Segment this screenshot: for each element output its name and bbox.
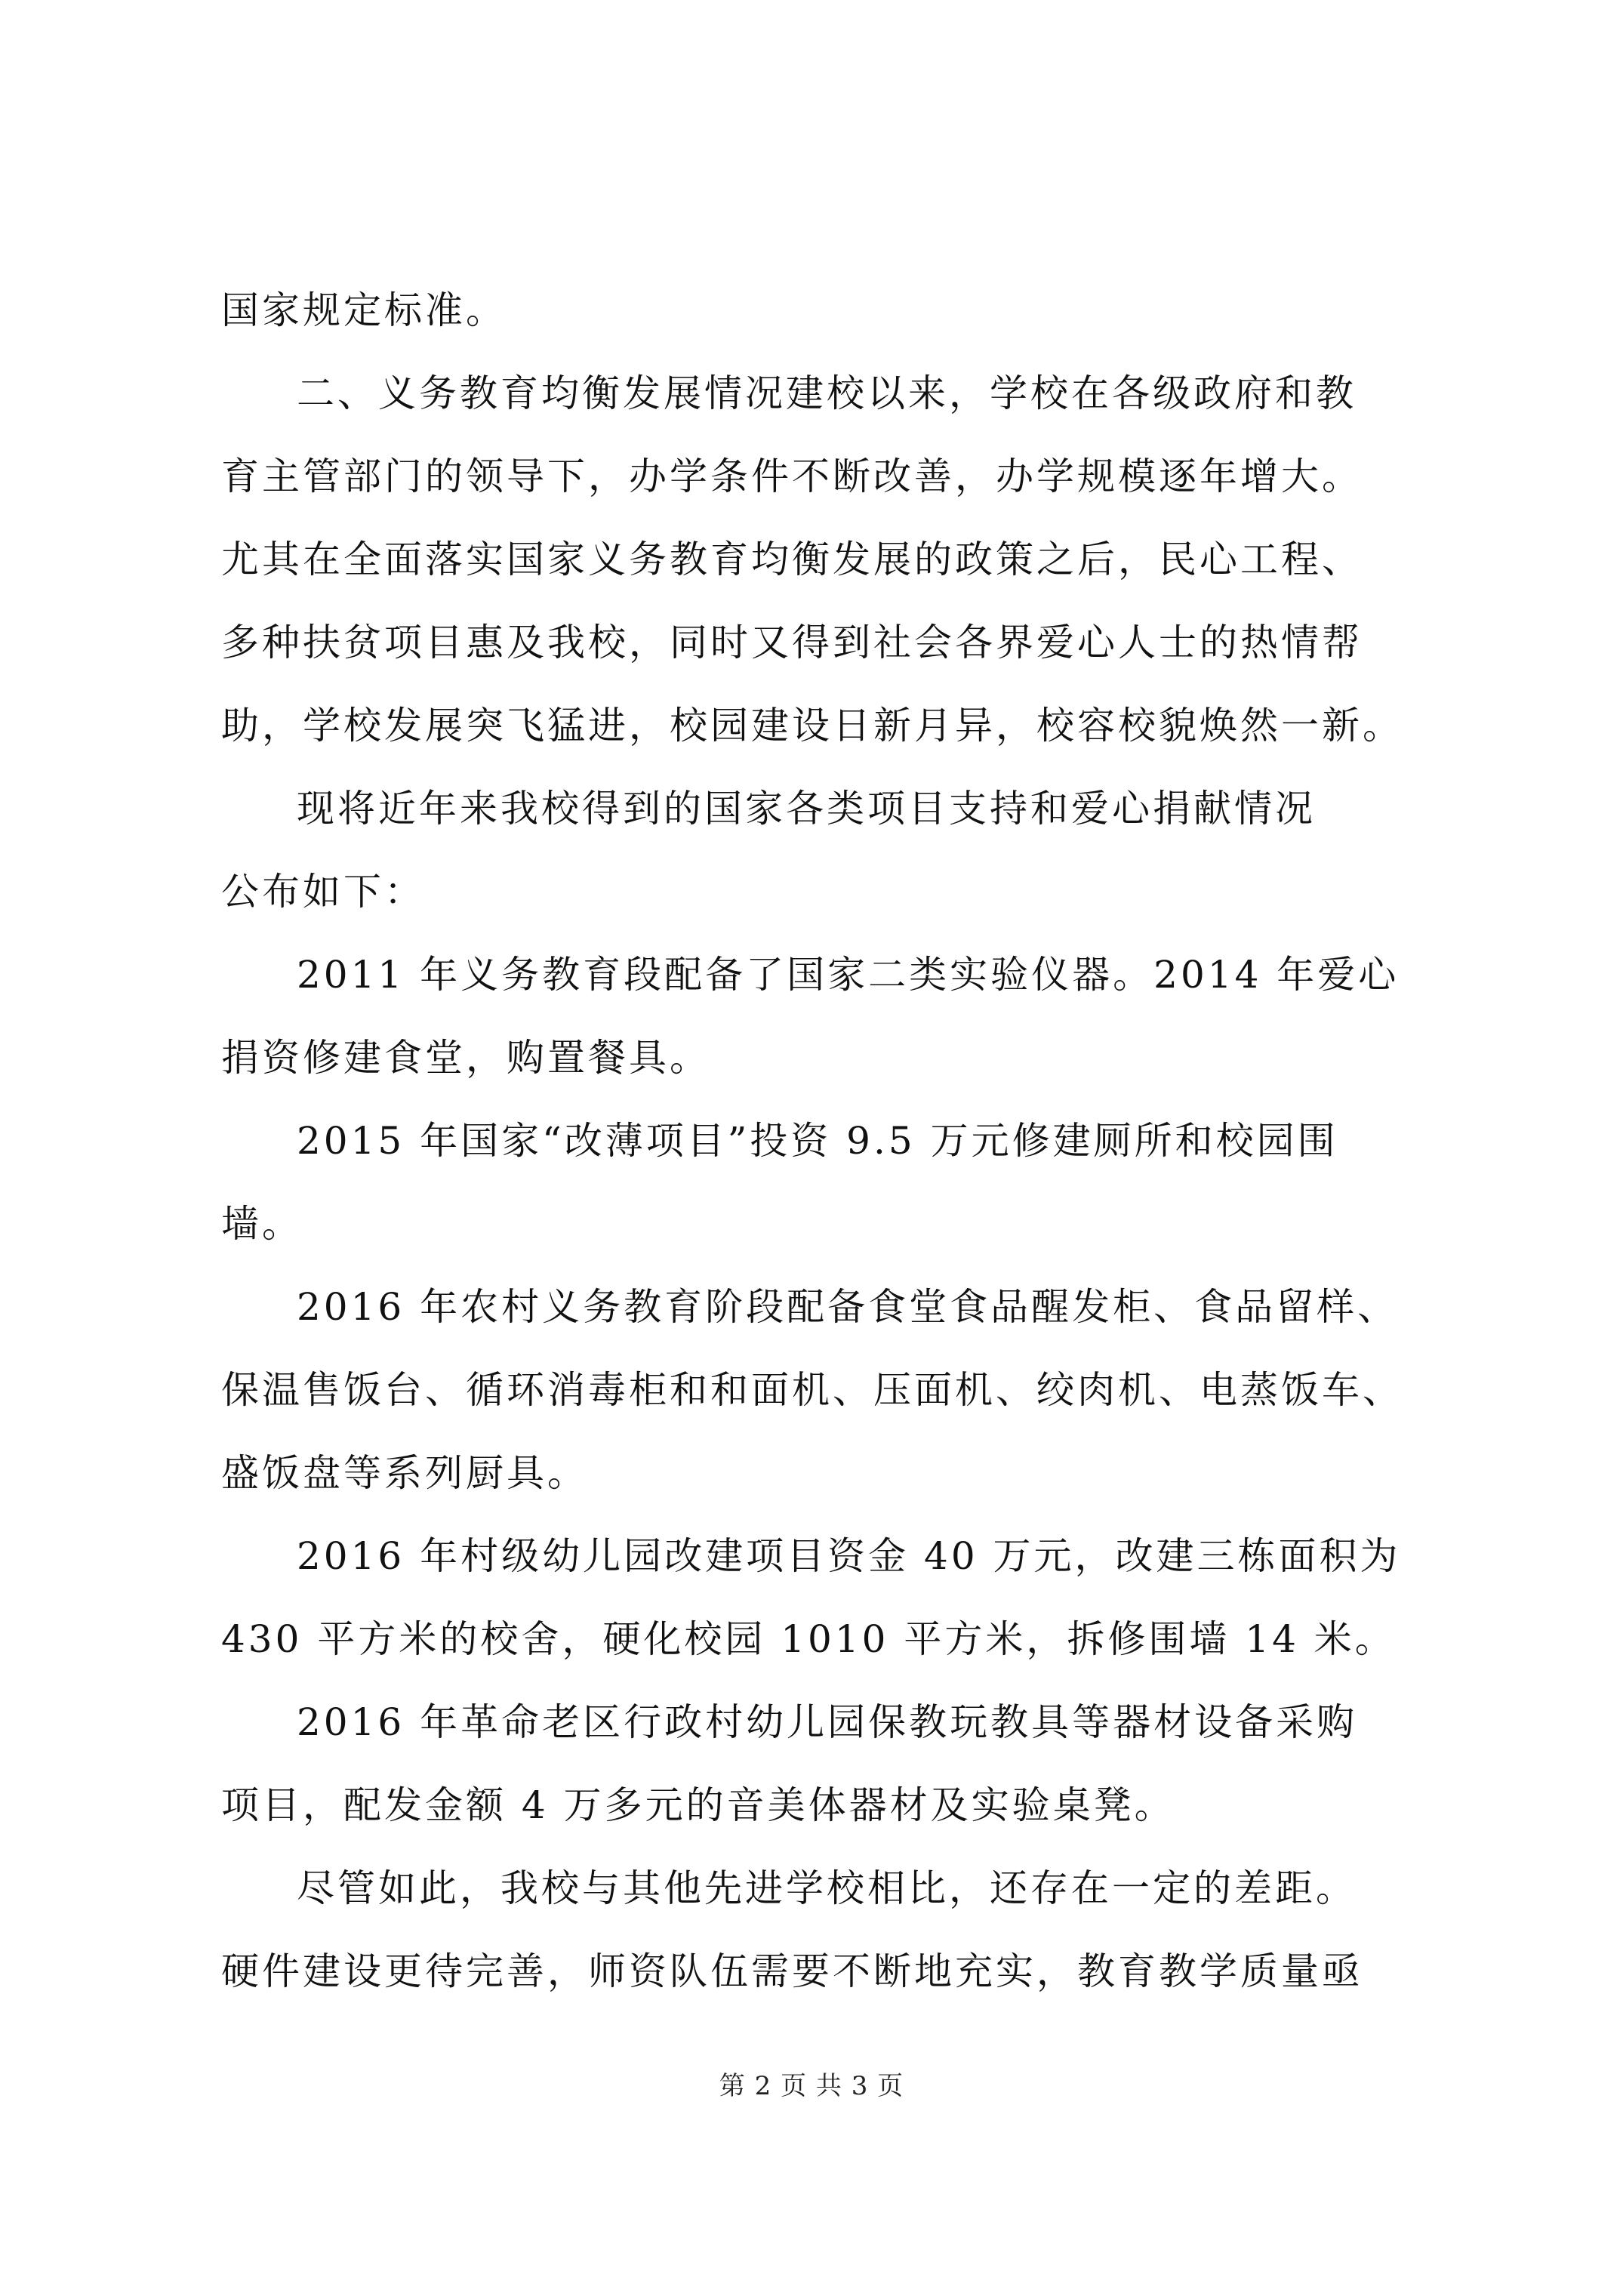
text-line: 育主管部门的领导下，办学条件不断改善，办学规模逐年增大。 xyxy=(221,455,1363,498)
text-line: 430 平方米的校舍，硬化校园 1010 平方米，拆修围墙 14 米。 xyxy=(221,1617,1396,1661)
text-line: 墙。 xyxy=(221,1202,303,1246)
text-line: 2015 年国家“改薄项目”投资 9.5 万元修建厕所和校园围 xyxy=(297,1119,1338,1163)
text-line: 2016 年村级幼儿园改建项目资金 40 万元，改建三栋面积为 xyxy=(297,1534,1401,1578)
text-line: 捐资修建食堂，购置餐具。 xyxy=(221,1036,710,1080)
text-line: 尤其在全面落实国家义务教育均衡发展的政策之后，民心工程、 xyxy=(221,538,1363,581)
text-line: 二、义务教育均衡发展情况建校以来，学校在各级政府和教 xyxy=(297,371,1357,415)
text-line: 多种扶贫项目惠及我校，同时又得到社会各界爱心人士的热情帮 xyxy=(221,621,1363,664)
text-line: 保温售饭台、循环消毒柜和和面机、压面机、绞肉机、电蒸饭车、 xyxy=(221,1368,1403,1412)
page-number-footer: 第 2 页 共 3 页 xyxy=(719,2071,904,2101)
text-line: 现将近年来我校得到的国家各类项目支持和爱心捐献情况 xyxy=(297,787,1316,831)
text-line: 2011 年义务教育段配备了国家二类实验仪器。2014 年爱心 xyxy=(297,953,1400,997)
text-line: 项目，配发金额 4 万多元的音美体器材及实验桌凳。 xyxy=(221,1783,1175,1827)
text-line: 尽管如此，我校与其他先进学校相比，还存在一定的差距。 xyxy=(297,1866,1357,1910)
text-line: 2016 年革命老区行政村幼儿园保教玩教具等器材设备采购 xyxy=(297,1700,1358,1744)
document-body xyxy=(221,269,1429,2013)
text-line: 公布如下： xyxy=(221,870,425,914)
text-line: 盛饭盘等系列厨具。 xyxy=(221,1451,588,1495)
text-line: 硬件建设更待完善，师资队伍需要不断地充实，教育教学质量亟 xyxy=(221,1949,1363,1993)
text-line: 国家规定标准。 xyxy=(221,288,507,332)
text-line: 助，学校发展突飞猛进，校园建设日新月异，校容校貌焕然一新。 xyxy=(221,704,1403,747)
text-line: 2016 年农村义务教育阶段配备食堂食品醒发柜、食品留样、 xyxy=(297,1285,1399,1329)
